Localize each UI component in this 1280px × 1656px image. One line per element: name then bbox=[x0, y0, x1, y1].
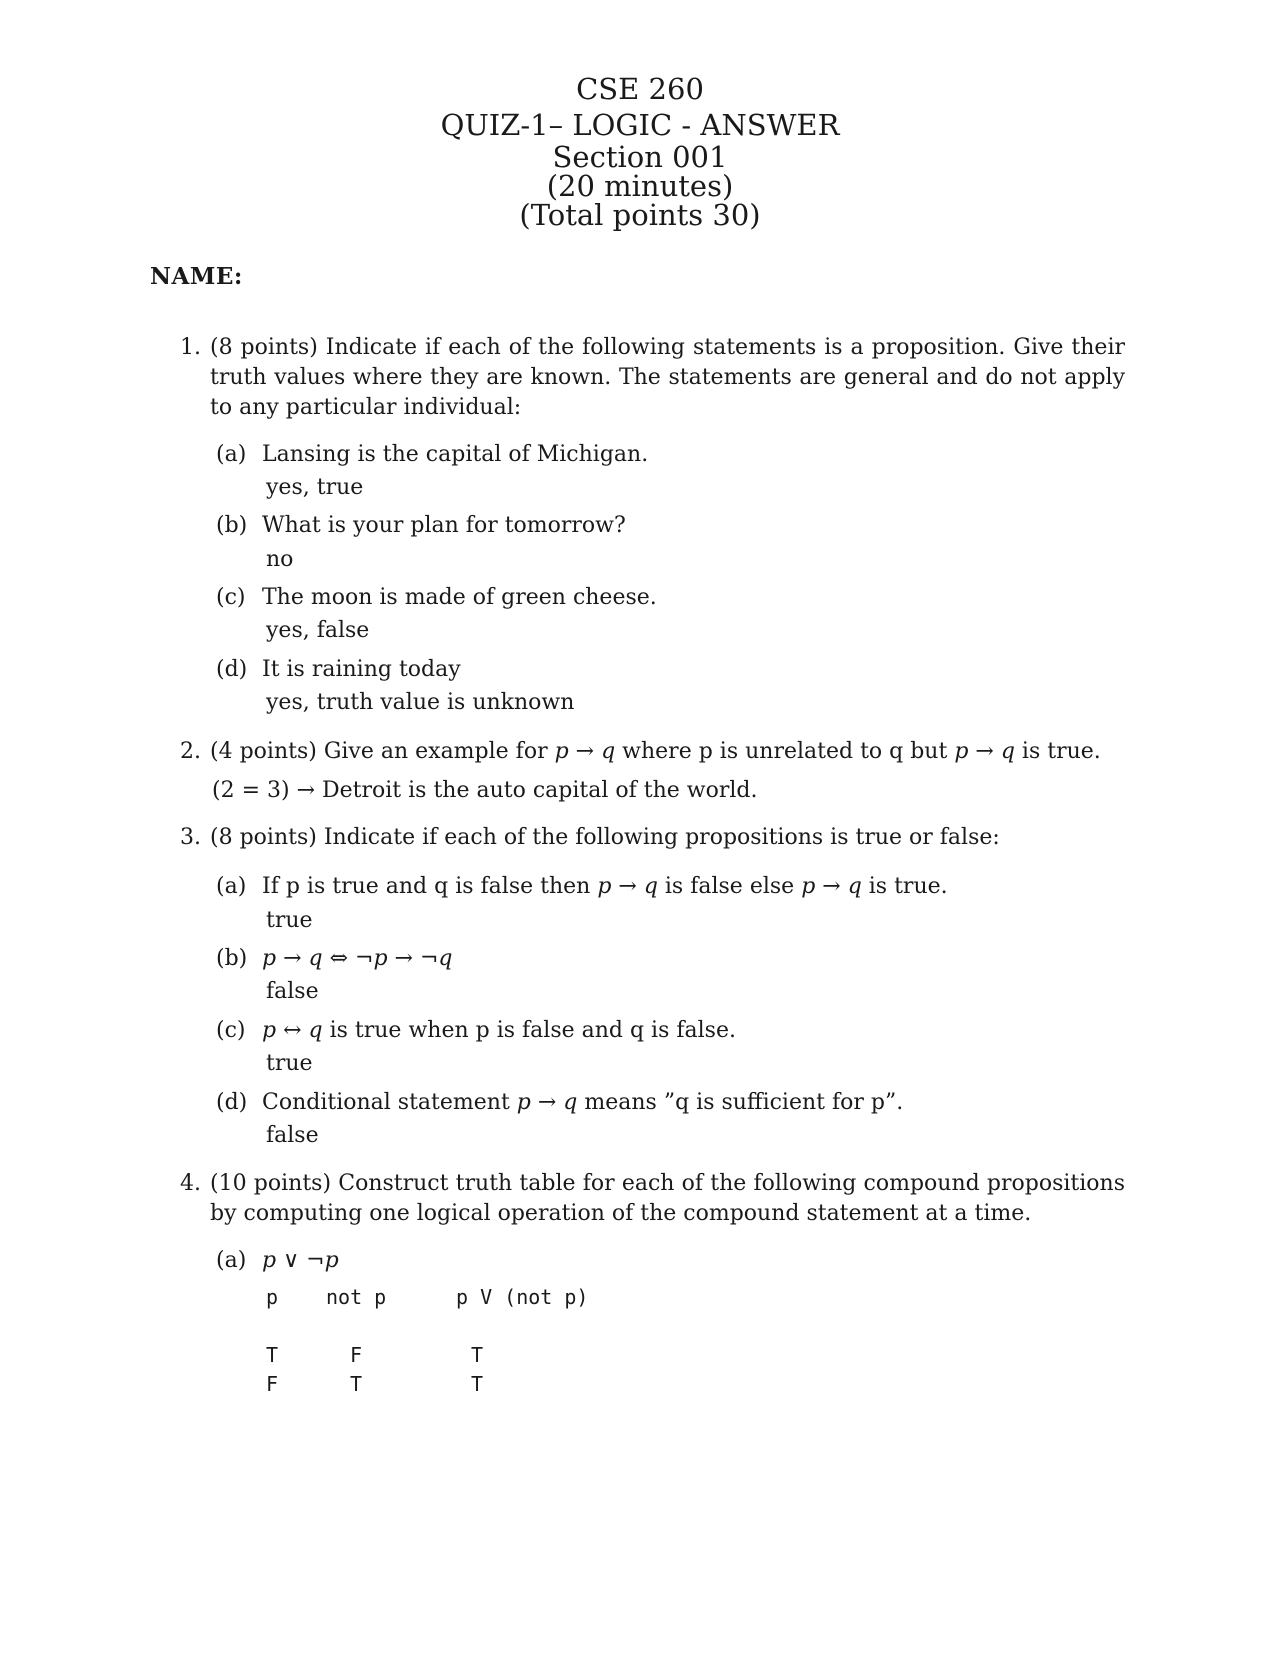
quiz-title: QUIZ-1– LOGIC - ANSWER bbox=[440, 108, 840, 142]
q1-answer-d: yes, truth value is unknown bbox=[266, 690, 575, 715]
implication-expr: p → q bbox=[516, 1090, 578, 1115]
q2-answer bbox=[212, 776, 758, 806]
item-label: (b) bbox=[216, 513, 248, 538]
item-text: It is raining today bbox=[262, 657, 461, 682]
item-text: Lansing is the capital of Michigan. bbox=[262, 442, 649, 467]
implication-expr: p → q bbox=[597, 874, 658, 899]
item-label: (c) bbox=[216, 1018, 246, 1043]
q1-item-a bbox=[216, 440, 1116, 470]
question-number: 4. bbox=[180, 1171, 201, 1196]
question-number: 1. bbox=[180, 335, 201, 360]
item-label: (b) bbox=[216, 946, 248, 971]
implication-expr: p → q bbox=[801, 874, 862, 899]
equivalence-expr: p → q ⇔ ¬p → ¬q bbox=[262, 946, 453, 971]
q3-answer-d: false bbox=[266, 1123, 319, 1148]
q2-answer-text: Detroit is the auto capital of the world. bbox=[315, 778, 758, 803]
item-text bbox=[262, 872, 1116, 902]
q3-item-c bbox=[216, 1016, 1116, 1046]
item-label: (d) bbox=[216, 657, 248, 682]
implication-expr: p → q bbox=[954, 739, 1015, 764]
q3-item-b bbox=[216, 944, 1116, 974]
question-number: 2. bbox=[180, 739, 201, 764]
text-segment: Conditional statement bbox=[262, 1090, 517, 1115]
duration-label: (20 minutes) bbox=[546, 169, 734, 203]
table-header-cell: p bbox=[266, 1285, 279, 1309]
table-header-cell: not p bbox=[326, 1285, 387, 1309]
item-text: What is your plan for tomorrow? bbox=[262, 513, 626, 538]
item-label: (c) bbox=[216, 585, 246, 610]
question-text bbox=[210, 737, 1125, 767]
q3-answer-a: true bbox=[266, 908, 313, 933]
item-label: (a) bbox=[216, 874, 247, 899]
question-2 bbox=[180, 737, 1125, 767]
item-label: (d) bbox=[216, 1090, 248, 1115]
course-title: CSE 260 bbox=[576, 72, 704, 106]
table-row bbox=[266, 1369, 866, 1399]
q1-item-d bbox=[216, 655, 1116, 685]
truth-table-header bbox=[266, 1282, 866, 1312]
q1-item-c bbox=[216, 583, 1116, 613]
q2-text-c: is true. bbox=[1014, 739, 1101, 764]
text-segment: is true. bbox=[861, 874, 948, 899]
q3-answer-c: true bbox=[266, 1051, 313, 1076]
question-text: (8 points) Indicate if each of the following propositions is true or false: bbox=[210, 825, 1000, 850]
table-cell: F bbox=[350, 1343, 363, 1367]
q1-answer-c: yes, false bbox=[266, 618, 370, 643]
q1-answer-a: yes, true bbox=[266, 475, 364, 500]
table-cell: T bbox=[350, 1372, 363, 1396]
q2-text-a: (4 points) Give an example for bbox=[210, 739, 555, 764]
implication-expr: p → q bbox=[554, 739, 616, 764]
q3-item-d bbox=[216, 1088, 1116, 1118]
item-text bbox=[262, 1016, 1116, 1046]
text-segment: If p is true and q is false then bbox=[262, 874, 598, 899]
text-segment: means ”q is sufficient for p”. bbox=[577, 1090, 904, 1115]
question-number: 3. bbox=[180, 825, 201, 850]
name-label: NAME: bbox=[150, 263, 243, 290]
text-segment: is false else bbox=[657, 874, 802, 899]
question-4 bbox=[180, 1169, 1125, 1229]
title-block bbox=[0, 72, 1280, 230]
q3-item-a bbox=[216, 872, 1116, 902]
q4-item-a bbox=[216, 1246, 1116, 1276]
text-segment: is true when p is false and q is false. bbox=[322, 1018, 736, 1043]
question-text: (10 points) Construct truth table for each of the following compound propositions by computing one logical operation of the compound statement at a time. bbox=[210, 1171, 1125, 1226]
question-3 bbox=[180, 823, 1125, 853]
q1-answer-b: no bbox=[266, 547, 294, 572]
q2-answer-math: (2 = 3) → bbox=[212, 778, 316, 803]
question-text: (8 points) Indicate if each of the following statements is a proposition. Give their truth values where they are known. The statements are general and do not apply to any particular individual: bbox=[210, 335, 1125, 420]
table-cell: F bbox=[266, 1372, 279, 1396]
biconditional-expr: p ↔ q bbox=[262, 1018, 323, 1043]
item-label: (a) bbox=[216, 442, 247, 467]
q3-answer-b: false bbox=[266, 979, 319, 1004]
total-points-label: (Total points 30) bbox=[519, 198, 761, 232]
table-cell: T bbox=[471, 1372, 484, 1396]
disjunction-expr: p ∨ ¬p bbox=[262, 1248, 339, 1273]
table-cell: T bbox=[266, 1343, 279, 1367]
table-cell: T bbox=[471, 1343, 484, 1367]
q1-item-b bbox=[216, 511, 1116, 541]
item-text: The moon is made of green cheese. bbox=[262, 585, 657, 610]
section-label: Section 001 bbox=[552, 140, 728, 174]
item-text bbox=[262, 1088, 1116, 1118]
q2-text-b: where p is unrelated to q but bbox=[615, 739, 955, 764]
question-1 bbox=[180, 333, 1125, 423]
table-header-cell: p V (not p) bbox=[456, 1285, 589, 1309]
item-label: (a) bbox=[216, 1248, 247, 1273]
table-row bbox=[266, 1340, 866, 1370]
